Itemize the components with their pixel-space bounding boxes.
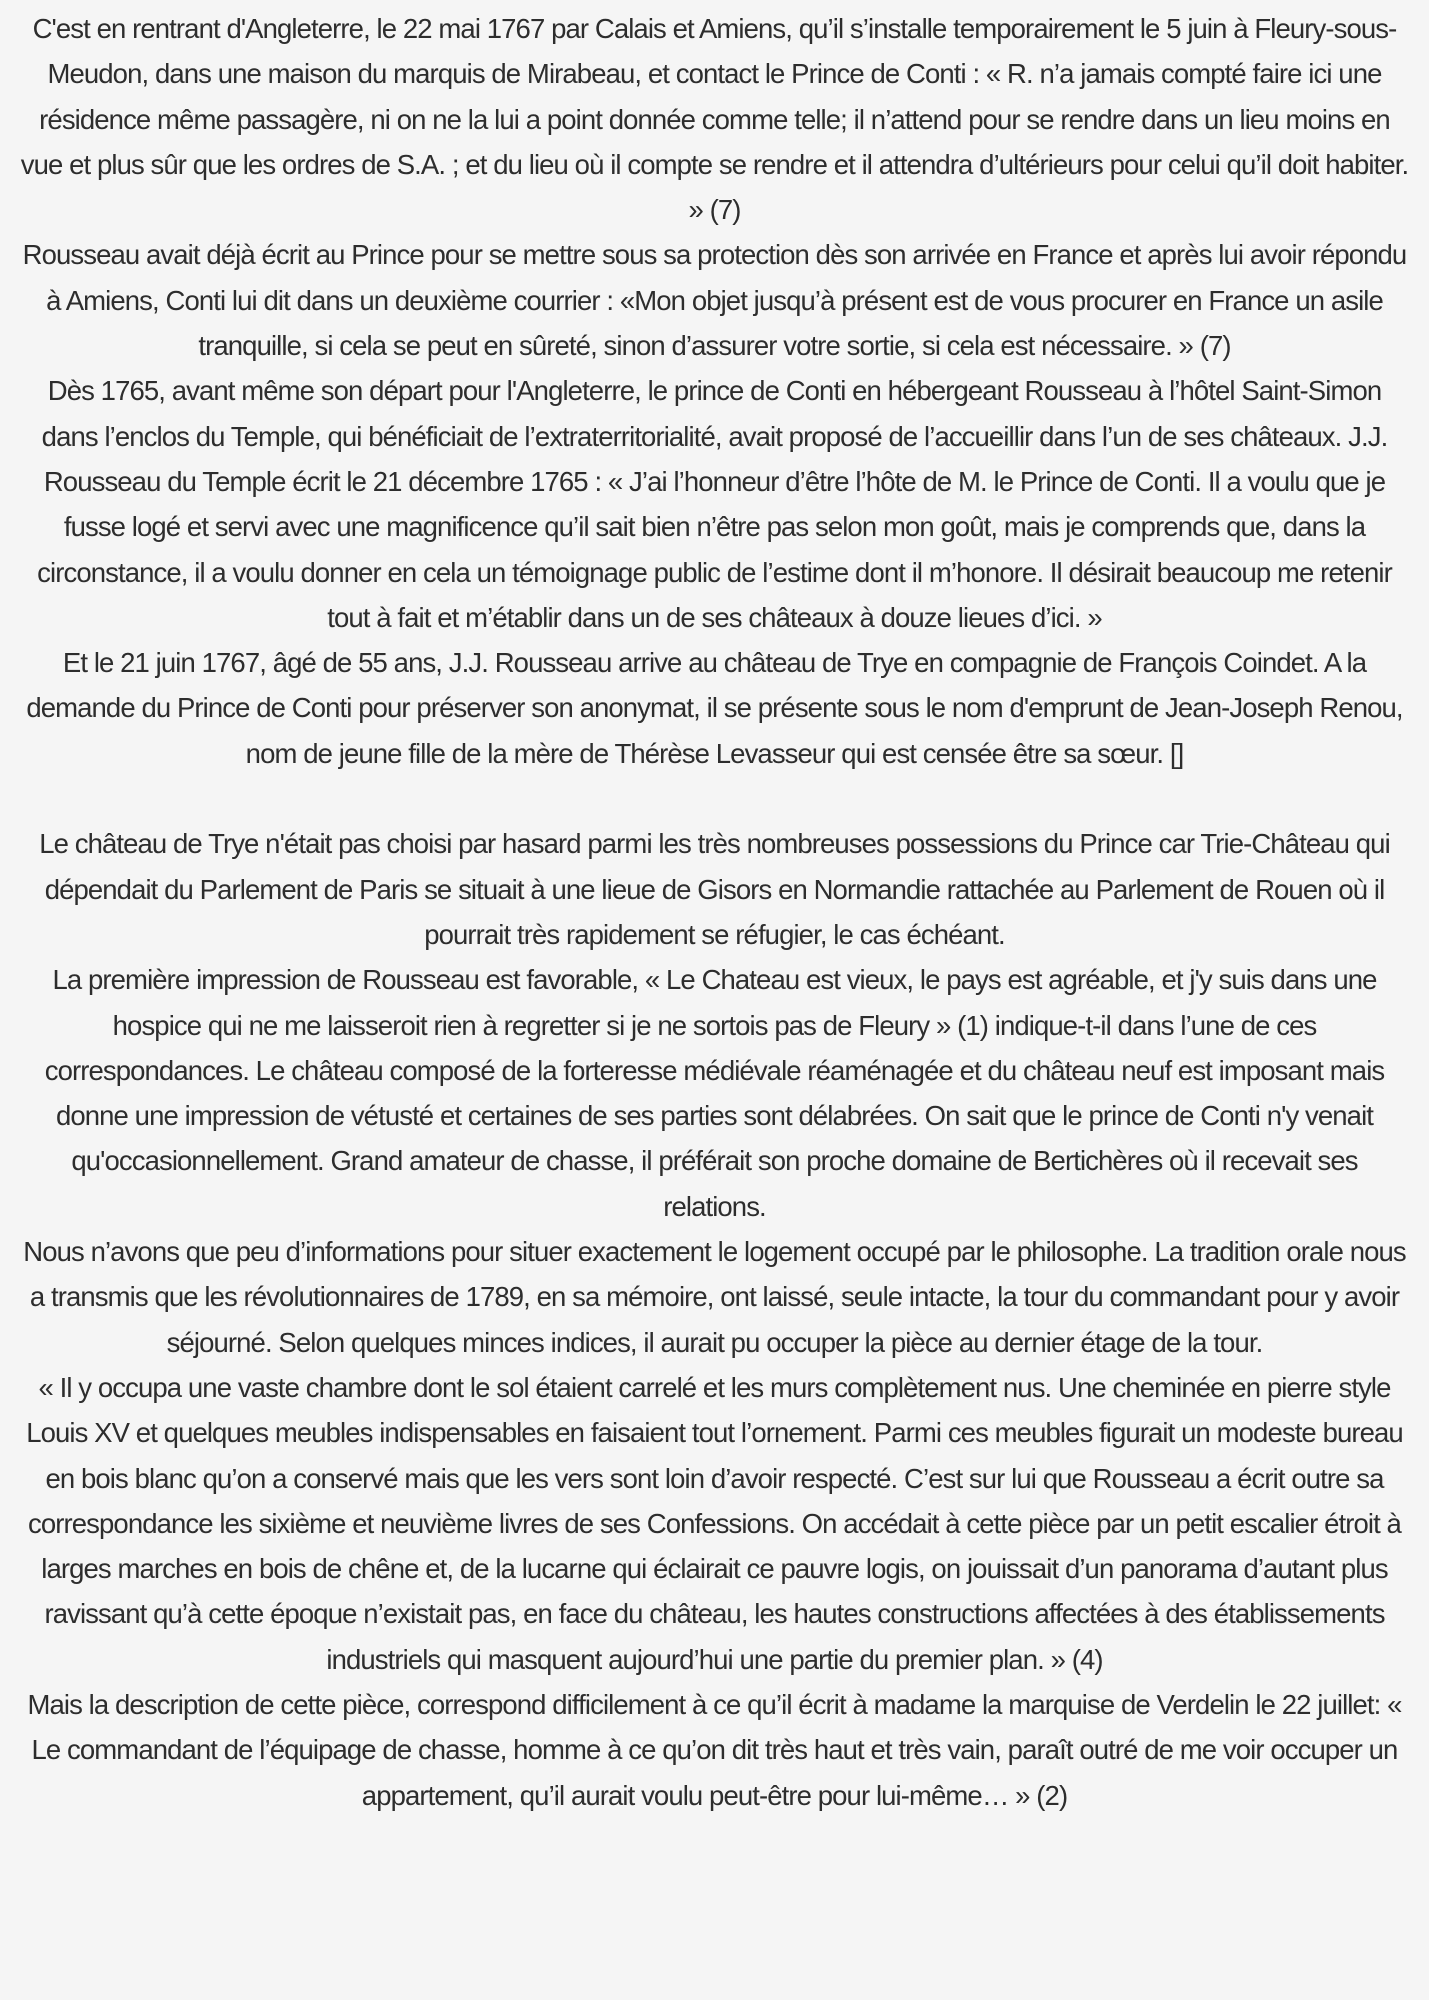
paragraph-verdelin-letter: Mais la description de cette pièce, correspond difficilement à ce qu’il écrit à madame la marquise de Verdelin le 22 juillet: « Le commandant de l’équipage de chasse, homme à ce qu’on dit très haut et très vain, paraît outré de me voir occuper un appartement, qu’il aurait voulu peut-être pour lui-même… » (2) [27,1688,1402,1811]
paragraph-return-from-england: C'est en rentrant d'Angleterre, le 22 mai 1767 par Calais et Amiens, qu’il s’installe temporairement le 5 juin à Fleury-sous-Meudon, dans une maison du marquis de Mirabeau, et contact le Prince de Conti : « R. n’a jamais compté faire ici une résidence même passagère, ni on ne la lui a point donnée comme telle; il n’attend pour se rendre dans un lieu moins en vue et plus sûr que les ordres de S.A. ; et du lieu où il compte se rendre et il attendra d’ultérieurs pour celui qu’il doit habiter. » (7) [20,13,1409,226]
paragraph-choice-of-trye: Le château de Trye n'était pas choisi par hasard parmi les très nombreuses possessions du Prince car Trie-Château qui dépendait du Parlement de Paris se situait à une lieue de Gisors en Normandie rattachée au Parlement de Rouen où il pourrait très rapidement se réfugier, le cas échéant. [39,828,1390,950]
paragraph-arrival-trye: Et le 21 juin 1767, âgé de 55 ans, J.J. Rousseau arrive au château de Trye en compagnie de François Coindet. A la demande du Prince de Conti pour préserver son anonymat, il se présente sous le nom d'emprunt de Jean-Joseph Renou, nom de jeune fille de la mère de Thérèse Levasseur qui est censée être sa sœur. [] [26,647,1403,769]
paragraph-first-impression: La première impression de Rousseau est favorable, « Le Chateau est vieux, le pays est agréable, et j'y suis dans une hospice qui ne me laisseroit rien à regretter si je ne sortois pas de Fleury » (1) indique-t-il dans l’une de ces correspondances. Le château composé de la forteresse médiévale réaménagée et du château neuf est imposant mais donne une impression de vétusté et certaines de ses parties sont délabrées. On sait que le prince de Conti n'y venait qu'occasionnellement. Grand amateur de chasse, il préférait son proche domaine de Bertichères où il recevait ses relations. [44,964,1385,1222]
paragraph-conti-letter: Rousseau avait déjà écrit au Prince pour se mettre sous sa protection dès son arrivée en France et après lui avoir répondu à Amiens, Conti lui dit dans un deuxième courrier : «Mon objet jusqu’à présent est de vous procurer en France un asile tranquille, si cela se peut en sûreté, sinon d’assurer votre sortie, si cela est nécessaire. » (7) [22,239,1407,362]
paragraph-lodging-location: Nous n’avons que peu d’informations pour situer exactement le logement occupé par le philosophe. La tradition orale nous a transmis que les révolutionnaires de 1789, en sa mémoire, ont laissé, seule intacte, la tour du commandant pour y avoir séjourné. Selon quelques minces indices, il aurait pu occuper la pièce au dernier étage de la tour. [23,1236,1406,1358]
paragraph-room-description: « Il y occupa une vaste chambre dont le sol étaient carrelé et les murs complètement nus. Une cheminée en pierre style Louis XV et quelques meubles indispensables en faisaient tout l’ornement. Parmi ces meubles figurait un modeste bureau en bois blanc qu’on a conservé mais que les vers sont loin d’avoir respecté. C’est sur lui que Rousseau a écrit outre sa correspondance les sixième et neuvième livres de ses Confessions. On accédait à cette pièce par un petit escalier étroit à larges marches en bois de chêne et, de la lucarne qui éclairait ce pauvre logis, on jouissait d’un panorama d’autant plus ravissant qu’à cette époque n’existait pas, en face du château, les hautes constructions affectées à des établissements industriels qui masquent aujourd’hui une partie du premier plan. » (4) [26,1371,1403,1675]
paragraph-temple-1765: Dès 1765, avant même son départ pour l'Angleterre, le prince de Conti en hébergeant Rousseau à l’hôtel Saint-Simon dans l’enclos du Temple, qui bénéficiait de l’extraterritorialité, avait proposé de l’accueillir dans l’un de ses châteaux. J.J. Rousseau du Temple écrit le 21 décembre 1765 : « J’ai l’honneur d’être l’hôte de M. le Prince de Conti. Il a voulu que je fusse logé et servi avec une magnificence qu’il sait bien n’être pas selon mon goût, mais je comprends que, dans la circonstance, il a voulu donner en cela un témoignage public de l’estime dont il m’honore. Il désirait beaucoup me retenir tout à fait et m’établir dans un de ses châteaux à douze lieues d’ici. » [37,375,1392,633]
blank-line [18,776,1411,821]
document-body [18,6,1411,1818]
